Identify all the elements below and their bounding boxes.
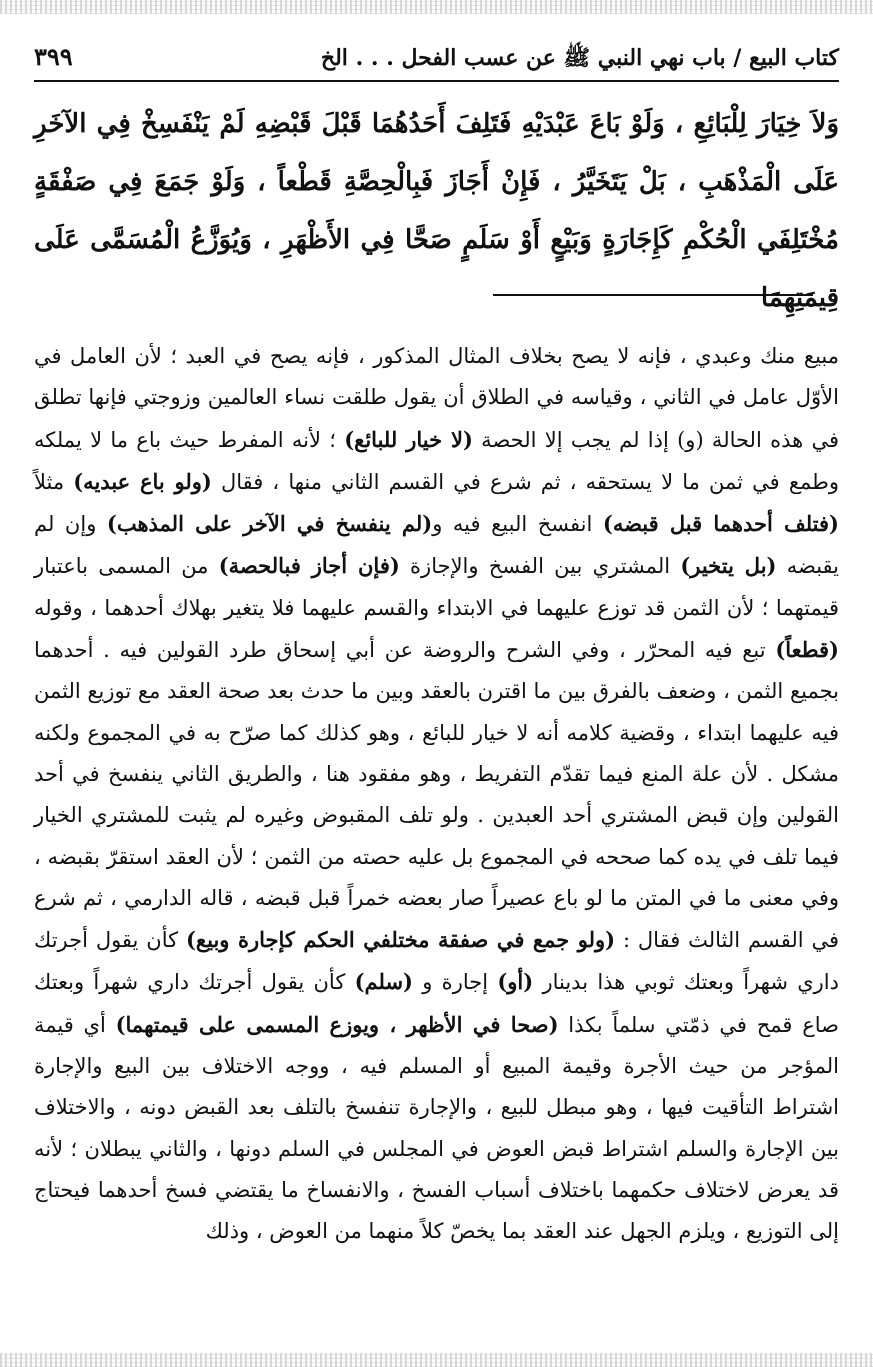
commentary-text: مبيع منك وعبدي ، فإنه لا يصح بخلاف المثال المذكور ، فإنه يصح في العبد ؛ لأن العامل في الأوّل عامل في الثاني ، وقياسه في الطلاق أن يقول طلقت نساء العالمين وزوجتي فإنها تطلق في هذه الحالة (و) إذا لم يجب إلا الحصة [34, 344, 840, 452]
page-header [34, 38, 839, 78]
quoted-text: (سلم) [354, 969, 413, 995]
running-title: كتاب البيع / باب نهي النبي ﷺ عن عسب الفحل . . . الخ [320, 45, 839, 71]
quoted-text: (بل يتخير) [680, 553, 777, 579]
main-text: وَلاَ خِيَارَ لِلْبَائِعِ ، وَلَوْ بَاعَ عَبْدَيْهِ فَتَلِفَ أَحَدُهُمَا قَبْلَ قَبْضِهِ لَمْ يَنْفَسِخْ فِي الآخَرِ عَلَى الْمَذْهَبِ ، بَلْ يَتَخَيَّرُ ، فَإِنْ أَجَازَ فَبِالْحِصَّةِ قَطْعاً ، وَلَوْ جَمَعَ فِي صَفْقَةٍ مُخْتَلِفَي الْحُكْمِ كَإِجَارَةٍ وَبَيْعٍ أَوْ سَلَمٍ صَحَّا فِي الأَظْهَرِ ، وَيُوَزَّعُ الْمُسَمَّى عَلَى قِيمَتِهِمَا [34, 109, 839, 313]
top-ornament-border [0, 0, 873, 14]
header-rule [34, 80, 839, 82]
commentary-text: أي قيمة المؤجر من حيث الأجرة وقيمة المبيع أو المسلم فيه ، ووجه الاختلاف بين البيع والإجارة اشتراط التأقيت فيها ، وهو مبطل للبيع ، والإجارة تنفسخ بالتلف بعد القبض دونه ، والاختلاف بين الإجارة والسلم اشتراط قبض العوض في المجلس في السلم دونها ، والثاني يبطلان ؛ لأنه قد يعرض لاختلاف حكمهما باختلاف أسباب الفسخ ، والانفساخ ما يقتضي فسخ أحدهما فيحتاج إلى التوزيع ، ويلزم الجهل عند العقد بما يخصّ كلاً منهما من العوض ، وذلك [34, 1012, 839, 1244]
commentary-text: من المسمى باعتبار قيمتهما ؛ لأن الثمن قد توزع عليهما في الابتداء والقسم عليهما فلا يتغير بهلاك أحدهما ، وقوله [34, 554, 839, 620]
commentary-text: مثلاً [34, 469, 74, 494]
section-separator [493, 294, 813, 296]
commentary-text: كأن يقول أجرتك داري شهراً وبعتك ثوبي هذا بدينار [34, 928, 839, 995]
quoted-text: (لا خيار للبائع) [344, 426, 473, 452]
quoted-text: (فإن أجاز فبالحصة) [218, 553, 400, 579]
commentary-text: إجارة و [413, 970, 498, 995]
commentary-text: كأن يقول أجرتك داري شهراً وبعتك صاع قمح في ذمّتي سلماً بكذا [34, 970, 839, 1037]
quoted-text: (ولو جمع في صفقة مختلفي الحكم كإجارة وبيع) [186, 927, 616, 953]
quoted-text: (فتلف أحدهما قبل قبضه) [602, 511, 839, 537]
commentary-text: انفسخ البيع فيه و [432, 512, 603, 537]
commentary-text: وإن لم يقبضه [34, 512, 840, 579]
quoted-text: (ولو باع عبديه) [73, 468, 212, 494]
quoted-text: (قطعاً) [775, 637, 839, 663]
quoted-text: (صحا في الأظهر ، ويوزع المسمى على قيمتهما) [115, 1011, 559, 1037]
commentary [34, 336, 839, 1253]
quoted-text: (لم ينفسخ في الآخر على المذهب) [106, 511, 433, 537]
commentary-text: المشتري بين الفسخ والإجازة [399, 554, 681, 579]
commentary-text: ؛ لأنه المفرط حيث باع ما لا يملكه وطمع في ثمن ما لا يستحقه ، ثم شرع في القسم الثاني منها ، فقال [34, 427, 839, 494]
page-number: ٣٩٩ [34, 42, 73, 71]
quoted-text: (أو) [497, 969, 534, 995]
bottom-ornament-border [0, 1353, 873, 1367]
commentary-text: تبع فيه المحرّر ، وفي الشرح والروضة عن أبي إسحاق طرد القولين فيه . أحدهما بجميع الثمن ، وضعف بالفرق بين ما اقترن بالعقد وبين ما حدث بعد صحة العقد مع توزيع الثمن فيه عليهما ابتداء ، وقضية كلامه أنه لا خيار للبائع ، وهو كذلك كما صرّح به في المجموع ولكنه مشكل . لأن علة المنع فيما تقدّم التفريط ، وهو مفقود هنا ، والطريق الثاني ينفسخ في أحد القولين وإن قبض المشتري أحد العبدين . ولو تلف المقبوض وغيره لم يثبت للمشتري الخيار فيما تلف في يده كما صححه في المجموع بل عليه حصته من الثمن ؛ لأن العقد استقرّ بقبضه ، وفي معنى ما في المتن ما لو باع عصيراً صار بعضه خمراً قبل قبضه ، قاله الدارمي ، ثم شرع في القسم الثالث فقال : [34, 638, 839, 953]
